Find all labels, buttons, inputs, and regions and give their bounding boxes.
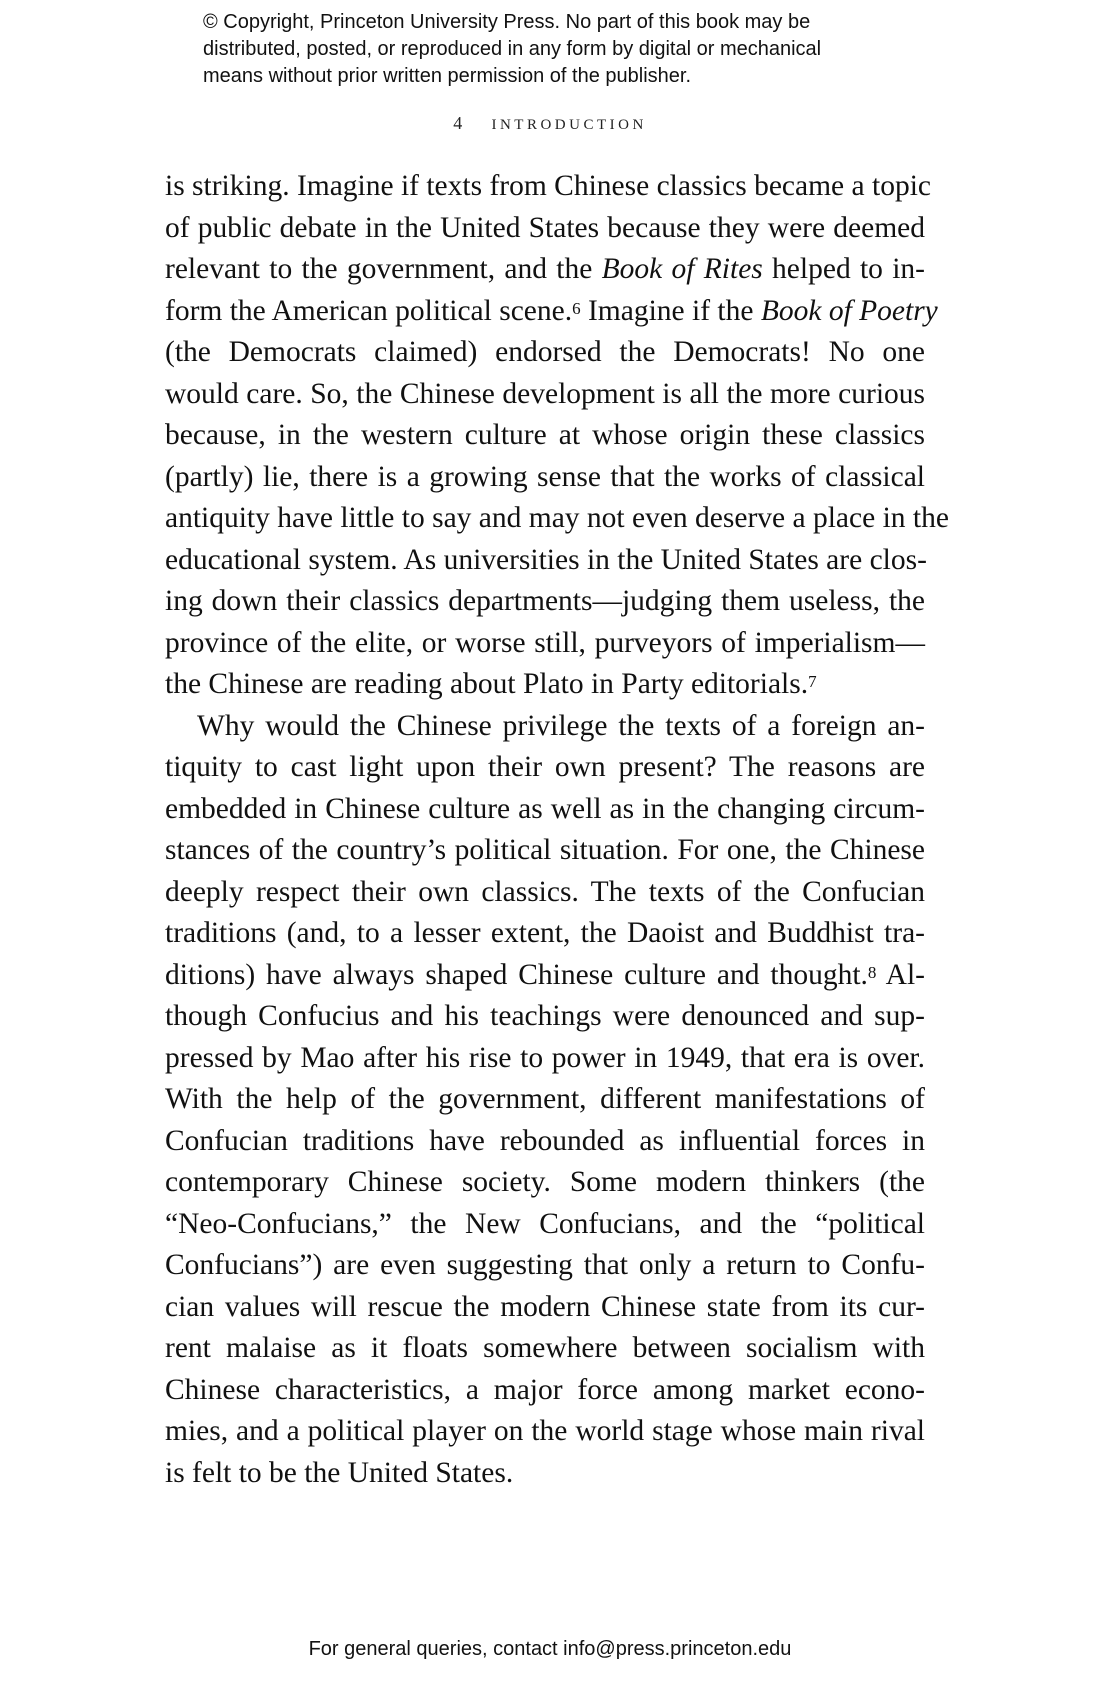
text-line: Chinese characteristics, a major force among market econo- xyxy=(165,1373,925,1406)
text-line: “Neo-Confucians,” the New Confucians, and the “political xyxy=(165,1207,925,1240)
text-line: province of the elite, or worse still, purveyors of imperialism— xyxy=(165,626,925,659)
copyright-line: © Copyright, Princeton University Press. No part of this book may be xyxy=(203,11,811,33)
text-segment: form the American political scene. xyxy=(165,294,573,327)
text-line: embedded in Chinese culture as well as in the changing circum- xyxy=(165,792,925,825)
text-line: is felt to be the United States. xyxy=(165,1456,514,1489)
book-title: Book of Rites xyxy=(601,253,763,285)
copyright-notice xyxy=(203,9,923,90)
text-line xyxy=(165,249,925,291)
text-line: contemporary Chinese society. Some modern thinkers (the xyxy=(165,1166,925,1198)
text-line xyxy=(165,955,925,997)
copyright-line: distributed, posted, or reproduced in any form by digital or mechanical xyxy=(203,38,822,60)
text-line: traditions (and, to a lesser extent, the Daoist and Buddhist tra- xyxy=(165,917,925,949)
text-line: Why would the Chinese privilege the texts of a foreign an- xyxy=(197,709,925,742)
text-segment: Al- xyxy=(876,958,926,991)
footnote-ref: 8 xyxy=(867,962,877,982)
text-line: cian values will rescue the modern Chinese state from its cur- xyxy=(165,1290,925,1323)
text-line: would care. So, the Chinese development is all the more curious xyxy=(165,377,925,410)
footnote-ref: 6 xyxy=(572,298,581,318)
page-number: 4 xyxy=(453,113,463,133)
text-line: is striking. Imagine if texts from Chinese classics became a topic xyxy=(165,170,931,202)
text-line: Confucians”) are even suggesting that only a return to Confu- xyxy=(165,1249,925,1281)
text-line: ing down their classics departments—judging them useless, the xyxy=(165,585,925,617)
text-line: (the Democrats claimed) endorsed the Democrats! No one xyxy=(165,336,925,368)
text-segment: Imagine if the xyxy=(580,294,761,327)
text-line: mies, and a political player on the world stage whose main rival xyxy=(165,1415,925,1447)
text-segment: ditions) have always shaped Chinese culture and thought. xyxy=(165,958,868,991)
text-line: (partly) lie, there is a growing sense that the works of classical xyxy=(165,460,925,493)
footnote-ref: 7 xyxy=(808,672,817,691)
text-line: of public debate in the United States because they were deemed xyxy=(165,211,925,244)
text-segment: helped to in- xyxy=(762,253,925,285)
text-line: stances of the country’s political situation. For one, the Chinese xyxy=(165,834,925,866)
text-line: because, in the western culture at whose origin these classics xyxy=(165,419,925,451)
text-line: rent malaise as it floats somewhere between socialism with xyxy=(165,1332,925,1364)
text-line: Confucian traditions have rebounded as influential forces in xyxy=(165,1124,925,1157)
text-segment: relevant to the government, and the xyxy=(165,253,602,285)
running-head-title: INTRODUCTION xyxy=(491,117,647,133)
text-line: deeply respect their own classics. The texts of the Confucian xyxy=(165,875,925,908)
text-line: antiquity have little to say and may not even deserve a place in the xyxy=(165,502,949,534)
text-segment: the Chinese are reading about Plato in Party editorials. xyxy=(165,668,809,700)
text-line: though Confucius and his teachings were denounced and sup- xyxy=(165,1000,925,1032)
text-line xyxy=(165,291,938,333)
book-title: Book of Poetry xyxy=(760,294,938,327)
text-line: educational system. As universities in the United States are clos- xyxy=(165,543,927,576)
copyright-line: means without prior written permission of the publisher. xyxy=(203,65,692,87)
text-line: pressed by Mao after his rise to power in 1949, that era is over. xyxy=(165,1041,925,1074)
footer-contact: For general queries, contact info@press.princeton.edu xyxy=(308,1638,792,1660)
text-line: tiquity to cast light upon their own present? The reasons are xyxy=(165,751,925,783)
body-text xyxy=(165,166,949,1494)
text-line xyxy=(165,664,925,706)
running-head xyxy=(0,113,1100,134)
text-line: With the help of the government, different manifestations of xyxy=(165,1083,925,1115)
